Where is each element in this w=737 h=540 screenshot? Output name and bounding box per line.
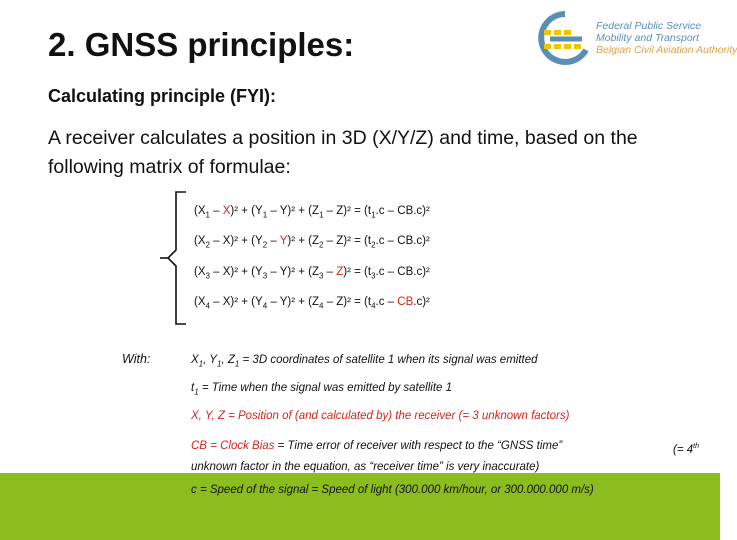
fps-mobility-logo [536, 10, 737, 70]
slide-subtitle: Calculating principle (FYI): [48, 86, 277, 106]
slide-title: 2. GNSS principles: [48, 26, 355, 63]
formula-row: $(X_4 - X)^2 + (Y_4 - Y)^2 + (Z_4 - Z)^2 = (t_4.c - CB.c)^2$ [194, 296, 430, 311]
definition-satellite-coords: $X_1$, $Y_1$, $Z_1 = 3D$ coordinates of satellite 1 when its signal was emitted [191, 354, 538, 369]
definition-clock-bias: CB = Clock Bias = Time error of receiver with respect to the “GNSS time” (= 4th unknown factor in the equation, as “receiver time” is very inaccurate) [191, 438, 699, 476]
clock-bias-paren: (= 4th [673, 443, 699, 456]
with-label: With: [122, 352, 151, 366]
definition-t1: $t_1$ = Time when the signal was emitted by satellite 1 [191, 382, 452, 397]
brace-icon [160, 190, 190, 326]
logo-text [596, 20, 737, 56]
intro-paragraph: A receiver calculates a position in 3D (X/Y/Z) and time, based on the following matrix of formulae: [48, 127, 638, 178]
logo-e-icon [536, 10, 594, 68]
logo-line-1: Federal Public Service [596, 20, 702, 32]
logo-line-2: Mobility and Transport [596, 32, 700, 44]
clock-bias-term: CB = Clock Bias [191, 440, 275, 452]
definition-speed-of-light: c = Speed of the signal = Speed of light (300.000 km/hour, or 300.000.000 m/s) [191, 484, 594, 496]
formula-row: $(X_2 - X)^2 + (Y_2 - Y)^2 + (Z_2 - Z)^2 = (t_2.c - CB.c)^2$ [194, 235, 430, 250]
formula-row: $(X_1 - X)^2 + (Y_1 - Y)^2 + (Z_1 - Z)^2 = (t_1.c - CB.c)^2$ [194, 205, 430, 220]
logo-line-3: Belgian Civil Aviation Authority [596, 44, 737, 56]
definition-receiver-position: X, Y, Z = Position of (and calculated by) the receiver (= 3 unknown factors) [191, 410, 570, 422]
formula-row: $(X_3 - X)^2 + (Y_3 - Y)^2 + (Z_3 - Z)^2 = (t_3.c - CB.c)^2$ [194, 266, 430, 281]
clock-bias-line-2: unknown factor in the equation, as “receiver time” is very inaccurate) [191, 460, 540, 473]
